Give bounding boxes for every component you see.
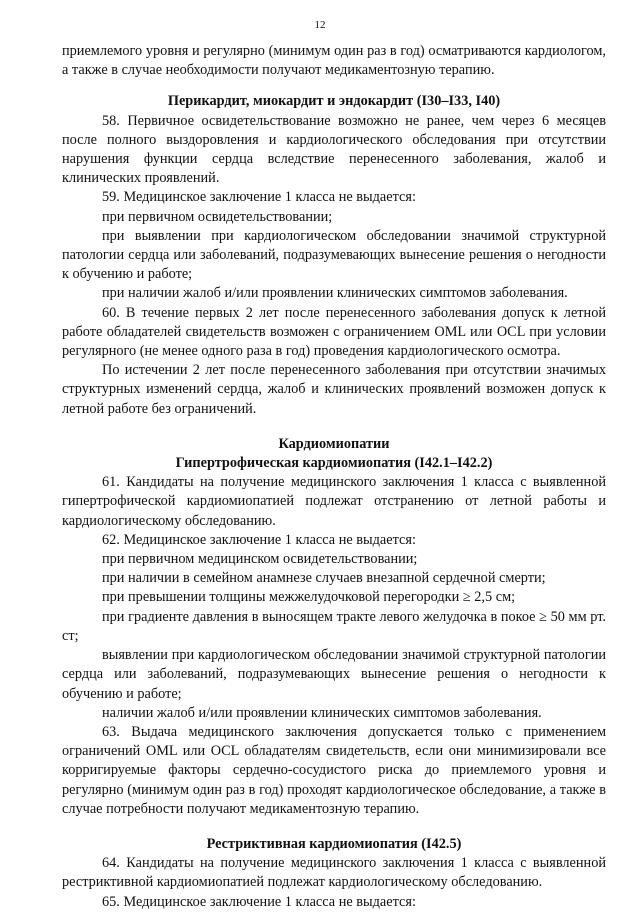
paragraph: при превышении толщины межжелудочковой перегородки ≥ 2,5 см; <box>102 589 516 606</box>
paragraph: 61. Кандидаты на получение медицинского заключения 1 класса с выявленной гипертрофической кардиомиопатией подлежат отстранению от летной работы и кардиологическому обследованию. <box>62 474 606 529</box>
paragraph: 59. Медицинское заключение 1 класса не выдается: <box>102 189 416 206</box>
paragraph: 63. Выдача медицинского заключения допускается только с применением ограничений OML или OCL обладателям свидетельств, если они минимизировали все корригируемые факторы сердечно-сосудистого риска до приемлемого уровня и регулярно (минимум один раз в год) проходят кардиологическое обследование, а также в случае потребности получают медикаментозную терапию. <box>62 723 606 817</box>
document-body <box>62 42 606 912</box>
paragraph: при первичном медицинском освидетельствовании; <box>102 551 418 568</box>
paragraph: 58. Первичное освидетельствование возможно не ранее, чем через 6 месяцев после полного выздоровления и кардиологического обследования при отсутствии нарушения функции сердца вследствие перенесенного заболевания, жалоб и клинических проявлений. <box>62 112 606 187</box>
paragraph: при градиенте давления в выносящем тракте левого желудочка в покое ≥ 50 мм рт. ст; <box>62 608 606 644</box>
paragraph: наличии жалоб и/или проявлении клинических симптомов заболевания. <box>102 704 542 721</box>
section-heading: Рестриктивная кардиомиопатия (I42.5) <box>206 835 462 852</box>
spacer <box>62 80 606 92</box>
paragraph: при первичном освидетельствовании; <box>102 208 333 225</box>
section-heading: Гипертрофическая кардиомиопатия (I42.1–I42.2) <box>175 455 493 472</box>
section-heading: Перикардит, миокардит и эндокардит (I30–I33, I40) <box>167 93 501 110</box>
paragraph: при наличии в семейном анамнезе случаев внезапной сердечной смерти; <box>102 570 546 587</box>
paragraph: выявлении при кардиологическом обследовании значимой структурной патологии сердца или заболеваний, подразумевающих вынесение решения о негодности к обучению и работе; <box>62 647 606 702</box>
paragraph: 62. Медицинское заключение 1 класса не выдается: <box>102 531 416 548</box>
paragraph: приемлемого уровня и регулярно (минимум один раз в год) осматриваются кардиологом, а также в случае необходимости получают медикаментозную терапию. <box>62 43 606 79</box>
spacer <box>62 819 606 835</box>
paragraph: при выявлении при кардиологическом обследовании значимой структурной патологии сердца или заболеваний, подразумевающих вынесение решения о негодности к обучению и работе; <box>62 227 606 283</box>
paragraph: 65. Медицинское заключение 1 класса не выдается: <box>102 893 416 910</box>
page-number: 12 <box>314 19 326 31</box>
spacer <box>62 419 606 435</box>
paragraph: По истечении 2 лет после перенесенного заболевания при отсутствии значимых структурных изменений сердца, жалоб и клинических проявлений возможен допуск к летной работе без ограничений. <box>62 362 606 417</box>
paragraph: 60. В течение первых 2 лет после перенесенного заболевания допуск к летной работе обладателей свидетельств возможен с ограничением OML или OCL при условии регулярного (не менее одного раза в год) проведения кардиологического осмотра. <box>62 304 606 360</box>
paragraph: 64. Кандидаты на получение медицинского заключения 1 класса с выявленной рестриктивной кардиомиопатией подлежат кардиологическому обследованию. <box>62 855 606 891</box>
paragraph: при наличии жалоб и/или проявлении клинических симптомов заболевания. <box>102 285 568 302</box>
section-heading: Кардиомиопатии <box>278 435 390 452</box>
